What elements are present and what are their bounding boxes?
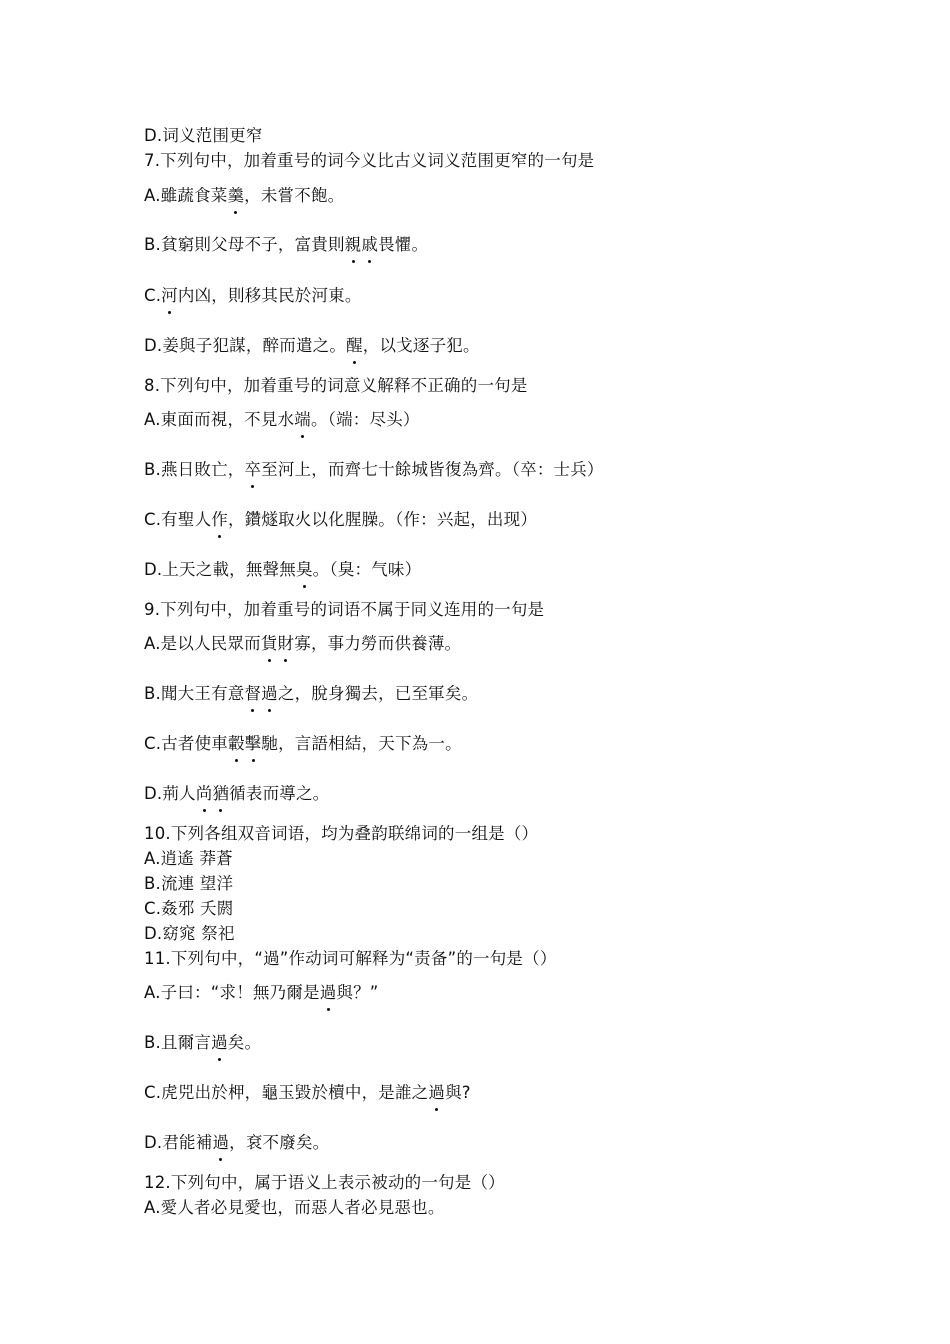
emphasis-dot-char: 羹: [227, 186, 245, 205]
option-11d: [144, 1132, 329, 1154]
text-run: 7.下列句中，加着重号的词今义比古义词义范围更窄的一句是: [144, 151, 595, 170]
emphasis-dot-char: 過: [212, 1133, 230, 1152]
emphasis-dot-char: 轂: [227, 734, 245, 753]
emphasis-dot-char: 卒: [244, 460, 262, 479]
question-10-stem: [144, 823, 538, 845]
text-run: 循表而導之。: [229, 784, 330, 803]
question-8-stem: [144, 375, 528, 397]
text-run: A.東面而視，不見水: [144, 410, 295, 429]
text-run: 10.下列各组双音词语，均为叠韵联绵词的一组是（）: [144, 824, 539, 843]
option-9a: [144, 633, 461, 655]
emphasis-dot-char: 端: [294, 410, 311, 429]
text-run: 8.下列句中，加着重号的词意义解释不正确的一句是: [144, 376, 528, 395]
emphasis-dot-char: 過: [211, 1033, 228, 1052]
emphasis-dot-char: 親: [344, 235, 362, 254]
emphasis-dot-char: 督: [244, 684, 262, 703]
emphasis-dot-char: 戚: [361, 235, 379, 254]
text-run: D.窈窕 祭祀: [144, 924, 235, 943]
option-11b: [144, 1032, 261, 1054]
emphasis-dot-char: 醒: [346, 336, 363, 355]
option-10b: [144, 873, 233, 895]
text-run: 11.下列句中，“過”作动词可解释为“责备”的一句是（）: [144, 949, 557, 968]
option-9d: [144, 783, 329, 805]
option-7b: [144, 234, 428, 256]
text-run: A.愛人者必見愛也，而惡人者必見惡也。: [144, 1198, 445, 1217]
text-run: A.逍遙 莽蒼: [144, 849, 233, 868]
text-run: ，以戈逐子犯。: [362, 336, 480, 355]
text-run: 寡，事力勞而供養薄。: [294, 634, 462, 653]
text-run: 内凶，則移其民於河東。: [177, 286, 362, 305]
option-11a: [144, 982, 379, 1004]
option-8d: [144, 559, 421, 581]
text-run: B.貧窮則父母不子，富貴則: [144, 235, 345, 254]
text-run: 12.下列句中，属于语义上表示被动的一句是（）: [144, 1173, 505, 1192]
text-run: 與？”: [336, 983, 379, 1002]
emphasis-dot-char: 臭: [295, 560, 313, 579]
option-10d: [144, 923, 235, 945]
text-run: 。（端：尽头）: [310, 410, 420, 429]
text-run: D.上天之載，無聲無: [144, 560, 296, 579]
option-11c: [144, 1082, 471, 1104]
emphasis-dot-char: 貨: [260, 634, 278, 653]
emphasis-dot-char: 猶: [212, 784, 230, 803]
text-run: 與?: [445, 1083, 471, 1102]
text-run: 馳，言語相結，天下為一。: [261, 734, 462, 753]
text-run: A.是以人民眾而: [144, 634, 261, 653]
emphasis-dot-char: 作: [211, 510, 228, 529]
text-run: ，未嘗不飽。: [244, 186, 345, 205]
emphasis-dot-char: 過: [261, 684, 278, 703]
option-7c: [144, 285, 362, 307]
text-run: 矣。: [227, 1033, 262, 1052]
text-run: B.燕日敗亡，: [144, 460, 245, 479]
text-run: 之，脫身獨去，已至軍矣。: [277, 684, 479, 703]
option-10c: [144, 898, 233, 920]
question-9-stem: [144, 599, 544, 621]
text-run: C.古者使車: [144, 734, 228, 753]
text-line: [144, 125, 263, 147]
emphasis-dot-char: 河: [161, 286, 178, 305]
option-10a: [144, 848, 233, 870]
text-run: A.子曰：“求！無乃爾是: [144, 983, 320, 1002]
text-run: C.姦邪 夭閼: [144, 899, 234, 918]
text-run: 9.下列句中，加着重号的词语不属于同义连用的一句是: [144, 600, 545, 619]
text-run: A.雖蔬食菜: [144, 186, 228, 205]
emphasis-dot-char: 財: [277, 634, 295, 653]
text-run: ，鑽燧取火以化腥臊。（作：兴起，出现）: [227, 510, 538, 529]
question-7-stem: [144, 150, 594, 172]
emphasis-dot-char: 擊: [244, 734, 262, 753]
text-run: B.且爾言: [144, 1033, 212, 1052]
option-7d: [144, 335, 480, 357]
text-run: 。（臭：气味）: [312, 560, 422, 579]
option-8b: [144, 459, 604, 481]
text-run: B.聞大王有意: [144, 684, 245, 703]
text-run: C.: [144, 286, 162, 305]
text-run: 畏懼。: [378, 235, 429, 254]
text-run: D.荊人: [144, 784, 196, 803]
question-12-stem: [144, 1172, 505, 1194]
question-11-stem: [144, 948, 557, 970]
option-12a: [144, 1197, 445, 1219]
text-run: D.君能補: [144, 1133, 213, 1152]
text-run: ，袞不廢矣。: [229, 1133, 330, 1152]
option-9c: [144, 733, 462, 755]
text-run: 至河上，而齊七十餘城皆復為齊。（卒：士兵）: [261, 460, 604, 479]
text-run: D.词义范围更窄: [144, 126, 263, 145]
option-7a: [144, 185, 344, 207]
emphasis-dot-char: 尚: [195, 784, 213, 803]
emphasis-dot-char: 過: [428, 1083, 446, 1102]
option-9b: [144, 683, 478, 705]
option-8a: [144, 409, 420, 431]
text-run: D.姜與子犯謀，醉而遣之。: [144, 336, 347, 355]
option-8c: [144, 509, 537, 531]
text-run: C.虎兕出於柙，龜玉毀於櫝中，是誰之: [144, 1083, 429, 1102]
emphasis-dot-char: 過: [319, 983, 337, 1002]
text-run: C.有聖人: [144, 510, 212, 529]
text-run: B.流連 望洋: [144, 874, 234, 893]
